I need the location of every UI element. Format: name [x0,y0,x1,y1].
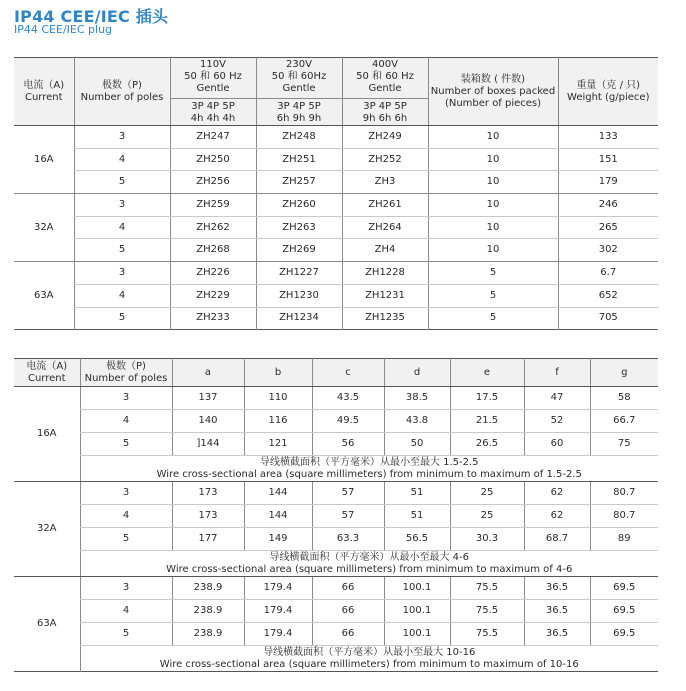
dim-cell: 80.7 [590,505,658,528]
dim-cell: 62 [524,482,590,505]
boxes-cell: 10 [428,148,558,171]
dim-cell: 66 [312,600,384,623]
model-110v-cell: ZH229 [170,284,256,307]
model-110v-cell: ZH247 [170,126,256,149]
header-400v: 400V 50 和 60 Hz Gentle 3P 4P 5P 9h 6h 6h [342,58,428,126]
boxes-cell: 5 [428,262,558,285]
dim-cell: 62 [524,505,590,528]
header-boxes: 装箱数 ( 件数) Number of boxes packed (Number of pieces) [428,58,558,126]
model-400v-cell: ZH252 [342,148,428,171]
dim-cell: 66.7 [590,410,658,433]
weight-cell: 6.7 [558,262,658,285]
dim-cell: 66 [312,577,384,600]
dim-cell: 36.5 [524,623,590,646]
wire-note-row [14,551,658,577]
wire-note: 导线横截面积（平方毫米）从最小至最大 1.5-2.5 Wire cross-sectional area (square millimeters) from minimum to maximum of 1.5-2.5 [80,456,658,482]
dim-cell: 80.7 [590,482,658,505]
dim-cell: 116 [244,410,312,433]
weight-cell: 265 [558,216,658,239]
table-row [14,505,658,528]
plug-dimension-table [14,358,658,672]
poles-cell: 3 [80,482,172,505]
poles-cell: 3 [80,577,172,600]
boxes-cell: 10 [428,239,558,262]
table-header-row [14,58,658,126]
dim-cell: 36.5 [524,577,590,600]
poles-cell: 4 [80,505,172,528]
dim-cell: 238.9 [172,577,244,600]
dim-cell: 51 [384,505,450,528]
dim-cell: 173 [172,505,244,528]
header-dim-g: g [590,359,658,387]
model-230v-cell: ZH269 [256,239,342,262]
table-row [14,600,658,623]
header-dim-f: f [524,359,590,387]
dim-cell: 149 [244,528,312,551]
header-dim-e: e [450,359,524,387]
poles-cell: 4 [80,600,172,623]
table-row [14,216,658,239]
weight-cell: 302 [558,239,658,262]
model-400v-cell: ZH1231 [342,284,428,307]
dim-cell: 60 [524,433,590,456]
poles-cell: 5 [80,433,172,456]
dim-cell: 69.5 [590,623,658,646]
dim-cell: 49.5 [312,410,384,433]
dim-cell: 56.5 [384,528,450,551]
dim-cell: 69.5 [590,600,658,623]
dim-cell: 179.4 [244,577,312,600]
dim-cell: 57 [312,482,384,505]
table-row [14,148,658,171]
model-230v-cell: ZH260 [256,194,342,217]
dim-cell: 100.1 [384,600,450,623]
dim-cell: 75.5 [450,600,524,623]
model-400v-cell: ZH4 [342,239,428,262]
weight-cell: 133 [558,126,658,149]
dim-cell: 43.8 [384,410,450,433]
page-title: IP44 CEE/IEC 插头 [14,7,169,26]
model-230v-cell: ZH1234 [256,307,342,330]
table-header-row [14,359,658,387]
table-row [14,126,658,149]
poles-cell: 5 [74,239,170,262]
model-110v-cell: ZH226 [170,262,256,285]
poles-cell: 4 [74,216,170,239]
dim-cell: 26.5 [450,433,524,456]
table-row [14,194,658,217]
page-subtitle: IP44 CEE/IEC plug [14,23,113,36]
model-110v-cell: ZH233 [170,307,256,330]
dim-cell: 21.5 [450,410,524,433]
poles-cell: 3 [74,194,170,217]
dim-cell: 30.3 [450,528,524,551]
dim-cell: 238.9 [172,623,244,646]
poles-cell: 3 [74,126,170,149]
current-cell: 63A [36,618,57,629]
model-400v-cell: ZH1228 [342,262,428,285]
model-400v-cell: ZH264 [342,216,428,239]
wire-note-row [14,456,658,482]
model-400v-cell: ZH261 [342,194,428,217]
dim-cell: 89 [590,528,658,551]
header-current: 电流（A) Current [14,359,80,387]
dim-cell: 75.5 [450,623,524,646]
dim-cell: 58 [590,387,658,410]
boxes-cell: 10 [428,126,558,149]
model-230v-cell: ZH251 [256,148,342,171]
table-row [14,410,658,433]
poles-cell: 4 [74,148,170,171]
model-110v-cell: ZH259 [170,194,256,217]
table-row [14,482,658,505]
table-row [14,528,658,551]
dim-cell: 47 [524,387,590,410]
dim-cell: 100.1 [384,623,450,646]
weight-cell: 179 [558,171,658,194]
dim-cell: 179.4 [244,623,312,646]
model-400v-cell: ZH249 [342,126,428,149]
model-230v-cell: ZH1230 [256,284,342,307]
dim-cell: 17.5 [450,387,524,410]
table-row [14,433,658,456]
dim-cell: 56 [312,433,384,456]
dim-cell: 238.9 [172,600,244,623]
dim-cell: 36.5 [524,600,590,623]
dim-cell: 69.5 [590,577,658,600]
dim-cell: 179.4 [244,600,312,623]
current-cell: 32A [14,482,80,577]
dim-cell: 68.7 [524,528,590,551]
model-230v-cell: ZH1227 [256,262,342,285]
dim-cell: 121 [244,433,312,456]
wire-note: 导线横截面积（平方毫米）从最小至最大 4-6 Wire cross-sectional area (square millimeters) from minimum to maximum of 4-6 [80,551,658,577]
header-divider [343,98,428,99]
dim-cell: ]144 [172,433,244,456]
header-current: 电流（A) Current [14,58,74,126]
dim-cell: 43.5 [312,387,384,410]
header-weight: 重量（克 / 只) Weight (g/piece) [558,58,658,126]
dim-cell: 110 [244,387,312,410]
dim-cell: 137 [172,387,244,410]
dim-cell: 140 [172,410,244,433]
dim-cell: 75 [590,433,658,456]
dim-cell: 66 [312,623,384,646]
plug-model-table [14,57,658,330]
current-cell: 63A [33,289,54,301]
table-row [14,262,658,285]
table-row [14,577,658,600]
poles-cell: 5 [80,528,172,551]
dim-cell: 173 [172,482,244,505]
model-110v-cell: ZH268 [170,239,256,262]
table-row [14,387,658,410]
header-poles: 极数（P) Number of poles [74,58,170,126]
poles-cell: 4 [80,410,172,433]
dim-cell: 75.5 [450,577,524,600]
boxes-cell: 5 [428,284,558,307]
dim-cell: 100.1 [384,577,450,600]
dim-cell: 50 [384,433,450,456]
dim-cell: 51 [384,482,450,505]
model-400v-cell: ZH3 [342,171,428,194]
header-dim-c: c [312,359,384,387]
weight-cell: 151 [558,148,658,171]
table-row [14,307,658,330]
dim-cell: 57 [312,505,384,528]
model-110v-cell: ZH256 [170,171,256,194]
header-110v: 110V 50 和 60 Hz Gentle 3P 4P 5P 4h 4h 4h [170,58,256,126]
model-230v-cell: ZH257 [256,171,342,194]
dim-cell: 63.3 [312,528,384,551]
model-230v-cell: ZH263 [256,216,342,239]
current-cell: 16A [14,126,74,194]
model-230v-cell: ZH248 [256,126,342,149]
current-cell: 16A [14,387,80,482]
current-cell: 32A [14,194,74,262]
poles-cell: 3 [80,387,172,410]
dim-cell: 144 [244,482,312,505]
table-row [14,239,658,262]
model-110v-cell: ZH250 [170,148,256,171]
table-row [14,623,658,646]
model-400v-cell: ZH1235 [342,307,428,330]
header-dim-a: a [172,359,244,387]
boxes-cell: 5 [428,307,558,330]
wire-note-row [14,646,658,672]
weight-cell: 705 [558,307,658,330]
dim-cell: 52 [524,410,590,433]
header-divider [171,98,256,99]
header-dim-d: d [384,359,450,387]
boxes-cell: 10 [428,171,558,194]
dim-cell: 38.5 [384,387,450,410]
dim-cell: 144 [244,505,312,528]
weight-cell: 246 [558,194,658,217]
poles-cell: 5 [74,307,170,330]
table-row [14,171,658,194]
boxes-cell: 10 [428,194,558,217]
model-110v-cell: ZH262 [170,216,256,239]
header-poles: 极数（P) Number of poles [80,359,172,387]
header-230v: 230V 50 和 60Hz Gentle 3P 4P 5P 6h 9h 9h [256,58,342,126]
poles-cell: 5 [80,623,172,646]
header-dim-b: b [244,359,312,387]
header-divider [257,98,342,99]
weight-cell: 652 [558,284,658,307]
poles-cell: 3 [74,262,170,285]
wire-note: 导线横截面积（平方毫米）从最小至最大 10-16 Wire cross-sectional area (square millimeters) from minimum to maximum of 10-16 [80,646,658,672]
dim-cell: 177 [172,528,244,551]
boxes-cell: 10 [428,216,558,239]
dim-cell: 25 [450,482,524,505]
poles-cell: 4 [74,284,170,307]
dim-cell: 25 [450,505,524,528]
poles-cell: 5 [74,171,170,194]
table-row [14,284,658,307]
